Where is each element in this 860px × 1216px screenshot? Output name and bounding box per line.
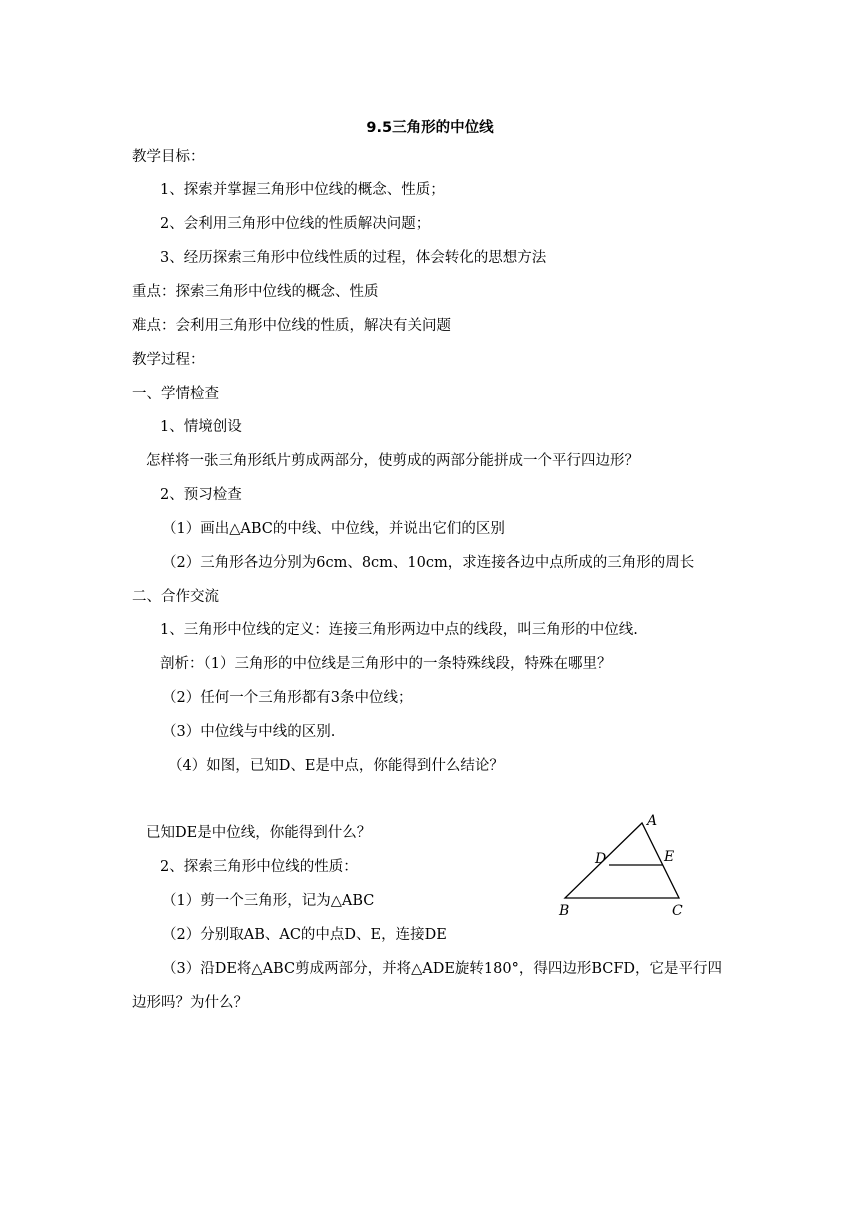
label-b: B [559, 903, 570, 919]
text-line-2: 1、探索并掌握三角形中位线的概念、性质； [160, 182, 445, 198]
text-line-14: 二、合作交流 [132, 589, 219, 605]
label-d: D [595, 851, 607, 867]
text-line-17: （2）任何一个三角形都有3条中位线； [162, 690, 413, 706]
text-line-1: 教学目标： [132, 149, 205, 165]
text-line-18: （3）中位线与中线的区别. [162, 724, 336, 740]
label-e: E [664, 849, 675, 865]
text-line-9: 1、情境创设 [160, 419, 242, 435]
text-line-19: （4）如图，已知D、E是中点，你能得到什么结论？ [168, 758, 504, 774]
text-line-3: 2、会利用三角形中位线的性质解决问题； [160, 216, 431, 232]
text-line-13: （2）三角形各边分别为6cm、8cm、10cm，求连接各边中点所成的三角形的周长 [162, 555, 695, 571]
text-line-5: 重点：探索三角形中位线的概念、性质 [132, 284, 379, 300]
text-line-10: 怎样将一张三角形纸片剪成两部分，使剪成的两部分能拼成一个平行四边形？ [146, 453, 639, 469]
text-line-6: 难点：会利用三角形中位线的性质，解决有关问题 [132, 318, 451, 334]
label-a: A [647, 813, 658, 829]
text-line-23: （2）分别取AB、AC的中点D、E，连接DE [162, 927, 447, 943]
triangle-abc [565, 823, 679, 898]
text-line-25: 边形吗？为什么？ [132, 995, 248, 1011]
text-line-16: 剖析：（1）三角形的中位线是三角形中的一条特殊线段，特殊在哪里？ [160, 656, 612, 672]
page-title: 9.5三角形的中位线 [366, 120, 494, 136]
triangle-figure [555, 808, 695, 923]
text-line-21: 2、探索三角形中位线的性质： [160, 859, 358, 875]
label-c: C [672, 903, 683, 919]
text-line-4: 3、经历探索三角形中位线性质的过程，体会转化的思想方法 [160, 250, 547, 266]
text-line-7: 教学过程： [132, 352, 205, 368]
text-line-22: （1）剪一个三角形，记为△ABC [162, 893, 375, 909]
text-line-12: （1）画出△ABC的中线、中位线，并说出它们的区别 [162, 521, 505, 537]
text-line-24: （3）沿DE将△ABC剪成两部分，并将△ADE旋转180°，得四边形BCFD，它是平行四 [162, 961, 723, 977]
text-line-11: 2、预习检查 [160, 487, 242, 503]
text-line-20: 已知DE是中位线，你能得到什么？ [146, 825, 372, 841]
text-line-15: 1、三角形中位线的定义：连接三角形两边中点的线段，叫三角形的中位线. [160, 622, 638, 638]
text-line-8: 一、学情检查 [132, 386, 219, 402]
